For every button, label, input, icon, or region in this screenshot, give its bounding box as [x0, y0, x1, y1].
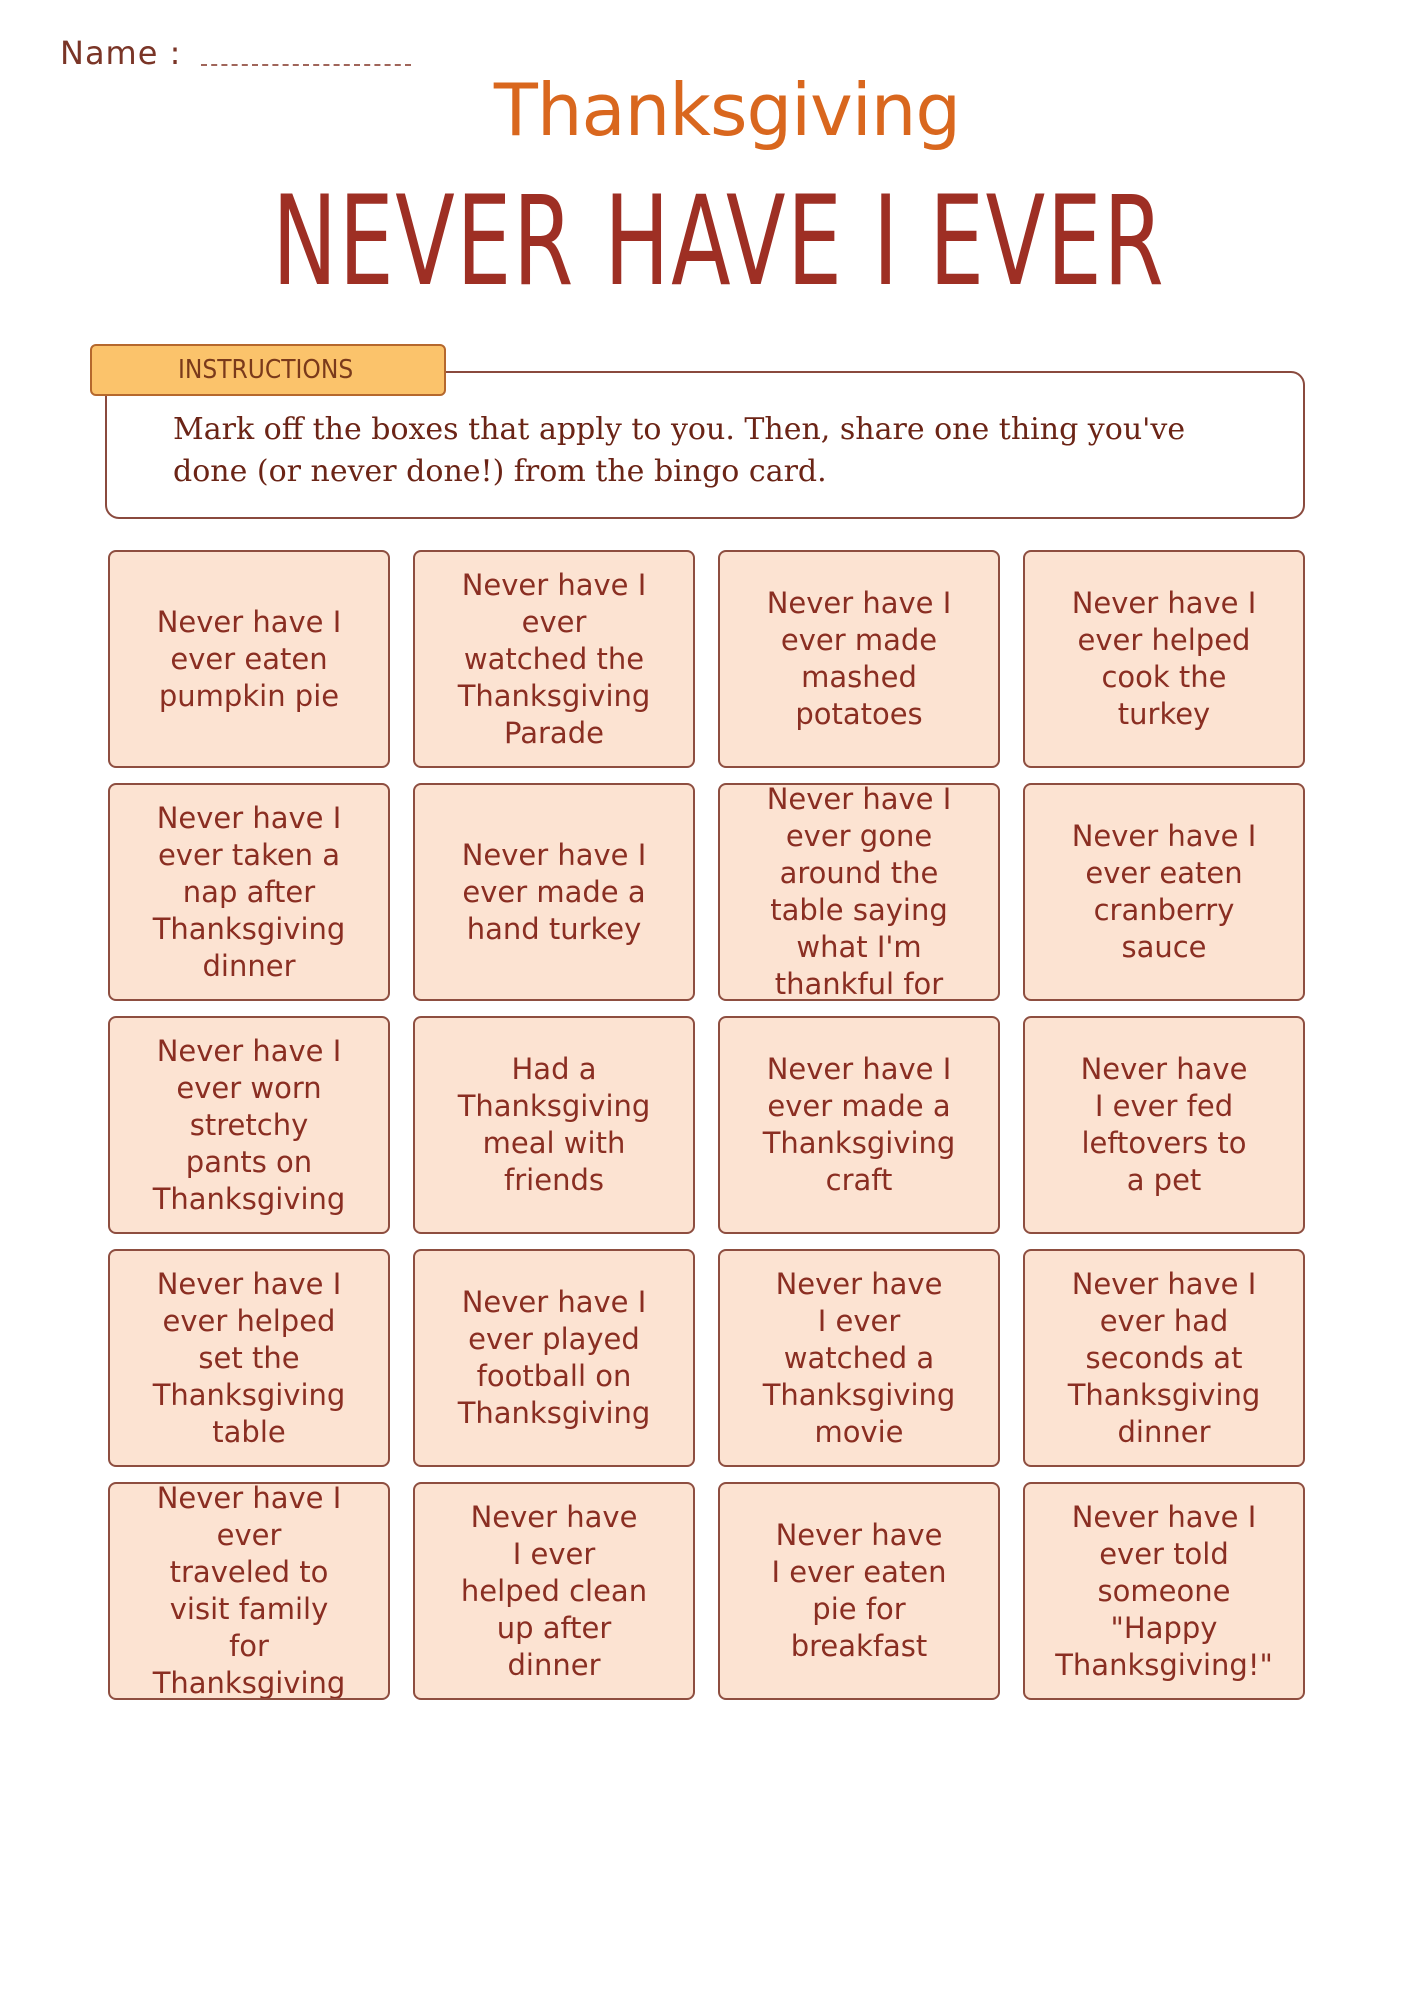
- bingo-cell[interactable]: Never have I ever helped clean up after dinner: [413, 1482, 695, 1700]
- name-label: Name :: [60, 34, 182, 72]
- bingo-cell[interactable]: Never have I ever told someone "Happy Thanksgiving!": [1023, 1482, 1305, 1700]
- page-subtitle: Thanksgiving: [493, 68, 961, 152]
- bingo-cell[interactable]: Never have I ever eaten cranberry sauce: [1023, 783, 1305, 1001]
- bingo-cell[interactable]: Never have I ever gone around the table saying what I'm thankful for: [718, 783, 1000, 1001]
- bingo-grid: [108, 550, 1305, 1700]
- bingo-cell[interactable]: Never have I ever watched the Thanksgiving Parade: [413, 550, 695, 768]
- bingo-cell[interactable]: Never have I ever had seconds at Thanksgiving dinner: [1023, 1249, 1305, 1467]
- bingo-cell[interactable]: Never have I ever made mashed potatoes: [718, 550, 1000, 768]
- bingo-cell[interactable]: Had a Thanksgiving meal with friends: [413, 1016, 695, 1234]
- name-row: [60, 34, 411, 72]
- instructions-tab: INSTRUCTIONS: [90, 344, 446, 396]
- bingo-cell[interactable]: Never have I ever eaten pumpkin pie: [108, 550, 390, 768]
- bingo-cell[interactable]: Never have I ever helped set the Thanksgiving table: [108, 1249, 390, 1467]
- bingo-cell[interactable]: Never have I ever fed leftovers to a pet: [1023, 1016, 1305, 1234]
- bingo-cell[interactable]: Never have I ever played football on Thanksgiving: [413, 1249, 695, 1467]
- name-blank-line[interactable]: [201, 62, 411, 66]
- bingo-cell[interactable]: Never have I ever eaten pie for breakfast: [718, 1482, 1000, 1700]
- bingo-cell[interactable]: Never have I ever worn stretchy pants on Thanksgiving: [108, 1016, 390, 1234]
- bingo-cell[interactable]: Never have I ever made a Thanksgiving craft: [718, 1016, 1000, 1234]
- page-title: NEVER HAVE I EVER: [272, 170, 1166, 314]
- instructions-box: Mark off the boxes that apply to you. Then, share one thing you've done (or never done!) from the bingo card.: [105, 371, 1305, 519]
- bingo-cell[interactable]: Never have I ever watched a Thanksgiving movie: [718, 1249, 1000, 1467]
- bingo-cell[interactable]: Never have I ever helped cook the turkey: [1023, 550, 1305, 768]
- bingo-cell[interactable]: Never have I ever traveled to visit family for Thanksgiving: [108, 1482, 390, 1700]
- bingo-cell[interactable]: Never have I ever taken a nap after Thanksgiving dinner: [108, 783, 390, 1001]
- bingo-cell[interactable]: Never have I ever made a hand turkey: [413, 783, 695, 1001]
